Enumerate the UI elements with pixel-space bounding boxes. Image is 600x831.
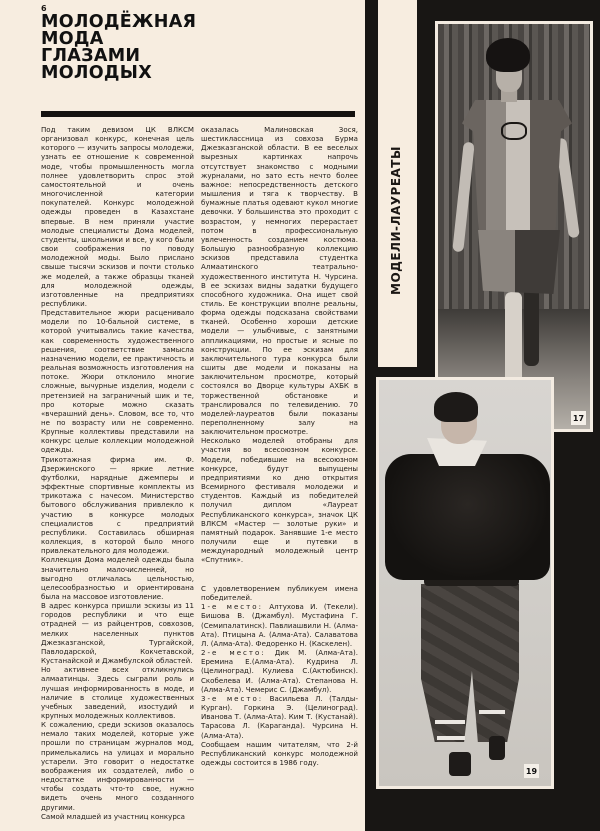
paragraph: Трикотажная фирма им. Ф. Дзержинского — яркие летние футболки, нарядные джемперы и эффектные спортивные комплекты из трикотажа с начесом. Министерство бытового обслуживания привлекло к участию в конкурсе молодых специалистов с предприятий республики. Составилась обширная коллекция, в которой было много привлекательного для молодежи. <box>41 454 194 556</box>
paragraph: Представительное жюри расценивало модели по 10-бальной системе, в которой учитывались такие качества, как современность художественного решения, соответствие замысла назначению модели, ее практичность и реальная возможность изготовления на потоке. Жюри отклонило многие сложные, вычурные изделия, модели с претензией на заграничный шик и те, про которые можно сказать «вчерашний день». Словом, все то, что не по возрасту или не современно. Крупные коллективы представили на конкурс целые коллекции молодежной одежды. <box>41 308 194 455</box>
figure-boot <box>449 752 471 776</box>
section-label-strip <box>378 0 417 367</box>
figure-skirt <box>478 230 560 294</box>
figure-leg <box>524 286 539 366</box>
place-names: Васильева Л. (Талды-Курган). Горкина Э. (Целиноград). Иванова Т. (Алма-Ата). Ким Т. (Кустанай). Тарасова Л. (Караганда). Чурсина Н. (Алма-Ата). <box>201 693 358 740</box>
article-column-1 <box>41 125 194 821</box>
place-label: 1-е место: <box>201 602 263 612</box>
paragraph: В адрес конкурса пришли эскизы из 11 городов республики и что еще отрадней — из райцентров, совхозов, мелких населенных пунктов Джезказганской, Тургайской, Павлодарской, Кокчетавской, Кустанайской и Джамбулской областей. <box>41 601 194 666</box>
photo-number: 17 <box>571 411 586 425</box>
paragraph: Но активнее всех откликнулись алмаатинцы. Здесь сыграли роль и лучшая информированность в моде, и наличие в столице художественных учебных заведений, изостудий и крупных молодежных коллективов. <box>41 665 194 720</box>
winners-list <box>201 584 358 767</box>
headline-line: МОЛОДЫХ <box>41 63 153 83</box>
winners-closing: Сообщаем нашим читателям, что 2-й Республиканский конкурс молодежной одежды состоится в 1986 году. <box>201 739 358 767</box>
pants-stripe <box>437 736 465 740</box>
dress-emblem-icon <box>501 122 527 140</box>
article-column-2 <box>201 125 358 565</box>
pants-stripe <box>435 720 465 724</box>
photo-number: 19 <box>524 764 539 778</box>
headline-line: МОДА <box>41 29 104 49</box>
section-label: МОДЕЛИ-ЛАУРЕАТЫ <box>389 146 403 295</box>
headline <box>41 14 341 82</box>
place-names: Алтухова И. (Текели). Бишова В. (Джамбул). Мустафина Г. (Семипалатинск). Павлиашвили Н. (Алма-Ата). Птицына А. (Алма-Ата). Салаватова Л. (Алма-Ата). Федоренко Н. (Каскелен). <box>201 602 358 648</box>
winners-place-1 <box>201 602 358 648</box>
figure-hair <box>486 38 530 72</box>
figure-arm <box>452 142 474 253</box>
photo-image <box>438 24 590 429</box>
photo-19 <box>376 377 554 789</box>
figure-jacket <box>385 454 550 580</box>
winners-intro: С удовлетворением публикуем имена победителей. <box>201 584 358 603</box>
photo-image <box>379 380 551 786</box>
pants-stripe <box>479 710 505 714</box>
winners-place-2 <box>201 648 358 694</box>
figure-pants <box>421 584 519 742</box>
paragraph: Коллекция Дома моделей одежды была значительно малочисленней, но выгодно отличалась цельностью, целесообразностью и ориентирована была на массовое изготовление. <box>41 555 194 601</box>
paragraph: оказалась Малиновская Зося, шестиклассница из совхоза Бурма Джезказганской области. В ее веселых вырезных картинках напрочь отсутствует знакомство с модными журналами, но зато есть нечто более важное: непосредственность детского мышления и тяга к творчеству. В бумажные платья одевают кукол многие девочки. У большинства это проходит с возрастом, у немногих перерастает потом в профессиональную увлеченность созданием костюма. Большую разнообразную коллекцию эскизов представила студентка Алмаатинского театрально-художественного института Н. Чурсина. В ее эскизах видны задатки будущего способного художника. Она ищет свой стиль. Ее конструкции вполне реальны, форма одежды подсказана свойствами тканей. Особенно хороши детские модели — улыбчивые, с занятными аппликациями, но простые и ясные по конструкции. По ее эскизам для заключительного тура конкурса были сшиты две модели и показаны на заключительном просмотре, который состоялся во Дворце культуры АХБК в торжественной обстановке и транслировался по телевидению. 70 моделей-лауреатов были показаны переполненному залу на заключительном просмотре. <box>201 125 358 437</box>
place-names: Дик М. (Алма-Ата). Еремина Е.(Алма-Ата). Кудрина Л.(Целиноград). Кулиева С.(Актюбинск). Скобелева И. (Алма-Ата). Степанова Н. (Алма-Ата). Чемерис С. (Джамбул). <box>201 648 358 694</box>
paragraph: Самой младшей из участниц конкурса <box>41 811 185 821</box>
figure-dress <box>462 100 572 230</box>
headline-line: ГЛАЗАМИ <box>41 46 141 66</box>
winners-place-3 <box>201 694 358 740</box>
paragraph: Под таким девизом ЦК ВЛКСМ организовал конкурс, конечная цель которого — изучить запросы молодежи, узнать ее отношение к современной моде, чтобы промышленность могла полнее удовлетворить спрос этой самостоятельной и очень многочисленной категории покупателей. Конкурс молодежной одежды проведен в Казахстане впервые. В нем приняли участие молодые специалисты Дома моделей, студенты, школьники и все, у кого были свои соображения по поводу молодежной моды. Было прислано свыше тысячи эскизов и почти столько же моделей, а также образцы тканей для молодежной одежды, изготовленные на предприятиях республики. <box>41 125 194 308</box>
headline-rule <box>41 111 355 117</box>
photo-17 <box>435 21 593 432</box>
headline-line: МОЛОДЁЖНАЯ <box>41 12 197 32</box>
page-number: 6 <box>41 4 47 13</box>
paragraph: Несколько моделей отобраны для участия во всесоюзном конкурсе. Модели, победившие на всесоюзном конкурсе, будут выпущены предприятиями ко дню открытия Всемирного фестиваля молодежи и студентов. Каждый из победителей получил диплом «Лауреат Республиканского конкурса», значок ЦК ВЛКСМ «Мастер — золотые руки» и памятный подарок. Занявшие 1-е место получили еще и путевки в международный молодежный центр «Спутник». <box>201 436 358 565</box>
place-label: 3-е место: <box>201 693 264 703</box>
paragraph: К сожалению, среди эскизов оказалось немало таких моделей, которые уже прошли по страницам журналов мод, примелькались на улицах и морально устарели. Это говорит о недостатке воображения их создателей, либо о недостатке информированности — чтобы создать что-то свое, нужно видеть очень много созданного другими. <box>41 720 194 812</box>
place-label: 2-е место: <box>201 648 266 658</box>
figure-boot <box>489 736 505 760</box>
figure-hair <box>434 392 478 422</box>
